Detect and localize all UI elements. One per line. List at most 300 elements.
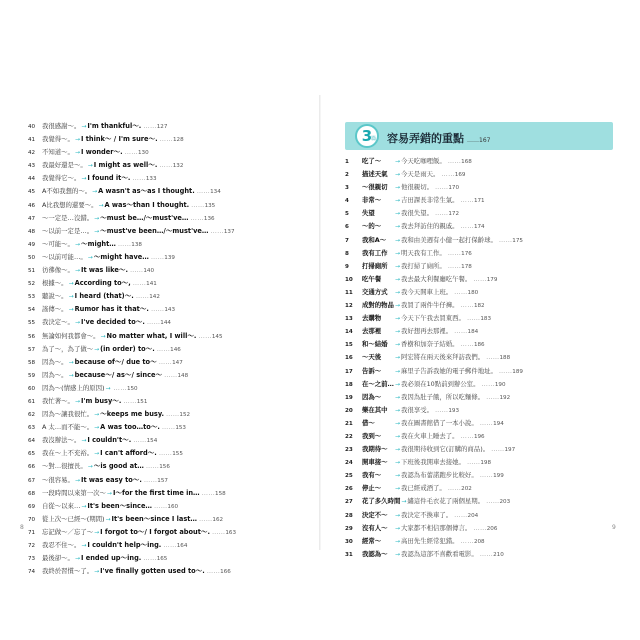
arrow-icon: → — [68, 358, 74, 366]
arrow-icon: → — [395, 393, 401, 401]
entry-number: 26 — [345, 486, 353, 493]
entry-page: 170 — [448, 185, 460, 192]
list-item — [28, 199, 308, 212]
arrow-icon: → — [395, 432, 401, 440]
leader-dots: …… — [486, 392, 500, 401]
list-item — [28, 395, 308, 408]
entry-chinese: 最後卻～。 — [42, 554, 74, 563]
entry-example: 香樹和加奈子結婚。 — [401, 340, 459, 349]
entry-topic: 借～ — [362, 418, 375, 427]
entry-number: 48 — [28, 228, 36, 235]
list-item — [28, 343, 308, 356]
leader-dots: …… — [460, 301, 474, 310]
leader-dots: …… — [498, 366, 513, 375]
entry-number: 43 — [28, 163, 36, 170]
entry-english: According to～, — [74, 279, 131, 288]
entry-example: 我已經戒酒了。 — [401, 484, 446, 493]
entry-chinese: 我覺得～。 — [42, 135, 74, 144]
list-item — [345, 168, 620, 181]
entry-chinese: ～對…很擅長。 — [42, 462, 87, 471]
entry-page: 199 — [493, 473, 504, 480]
arrow-icon: → — [395, 524, 401, 532]
entry-chinese: 不知道～。 — [42, 148, 74, 157]
list-item — [345, 247, 620, 260]
list-item — [345, 338, 620, 351]
leader-dots: …… — [479, 471, 494, 480]
entry-example: 我很享受。 — [401, 405, 433, 414]
entry-number: 64 — [28, 438, 36, 445]
entry-number: 70 — [28, 516, 36, 523]
entry-topic: 吃了～ — [362, 157, 382, 165]
left-page-list — [28, 120, 308, 578]
entry-english: I've finally gotten used to～. — [100, 567, 205, 576]
list-item — [28, 185, 308, 198]
entry-topic: 我到～ — [362, 431, 382, 440]
leader-dots: …… — [441, 170, 455, 179]
entry-number: 5 — [345, 211, 349, 218]
leader-dots: …… — [479, 549, 494, 558]
arrow-icon: → — [94, 424, 100, 432]
leader-dots: …… — [201, 488, 216, 497]
list-item — [28, 421, 308, 434]
entry-number: 61 — [28, 398, 36, 405]
leader-dots: …… — [132, 174, 146, 183]
entry-topic: 失望 — [362, 209, 375, 218]
list-item — [28, 500, 308, 513]
entry-number: 21 — [345, 420, 353, 427]
entry-chinese: ～可能～。 — [42, 239, 74, 248]
entry-example: 我決定不換車了。 — [401, 510, 453, 519]
entry-example: 我今天開車上班。 — [401, 287, 453, 296]
entry-topic: ～天後 — [362, 353, 382, 362]
entry-example: 今天下午我去買東西。 — [401, 314, 465, 323]
arrow-icon: → — [395, 275, 401, 283]
list-item — [28, 539, 308, 552]
entry-number: 24 — [345, 460, 353, 467]
leader-dots: …… — [196, 187, 211, 196]
entry-number: 40 — [28, 124, 36, 130]
leader-dots: …… — [154, 501, 168, 510]
leader-dots: …… — [434, 209, 449, 218]
entry-page: 189 — [512, 368, 523, 375]
entry-chinese: 我最好還是～。 — [42, 161, 87, 170]
entry-topic: 停止～ — [362, 484, 382, 493]
entry-example: 我去拜訪住的親戚。 — [401, 222, 459, 231]
leader-dots: …… — [491, 445, 505, 454]
arrow-icon: → — [105, 515, 111, 523]
list-item — [345, 365, 620, 378]
leader-dots: …… — [434, 183, 449, 192]
arrow-icon: → — [92, 188, 98, 196]
leader-dots: …… — [473, 274, 487, 283]
entry-page: 164 — [176, 543, 188, 549]
entry-example: 高田先生經常犯錯。 — [401, 536, 459, 545]
entry-page: 136 — [203, 215, 215, 222]
arrow-icon: → — [81, 542, 87, 549]
list-item — [28, 316, 308, 329]
entry-number: 56 — [28, 333, 36, 340]
entry-page: 182 — [473, 303, 485, 310]
entry-topic: 吃午餐 — [362, 274, 382, 283]
entry-number: 29 — [345, 525, 353, 532]
list-item — [345, 430, 620, 443]
entry-english: I～for the first time in… — [112, 488, 200, 497]
entry-number: 10 — [345, 276, 353, 283]
entry-page: 138 — [131, 241, 142, 248]
entry-topic: 和～結婚 — [362, 340, 388, 349]
entry-page: 127 — [156, 124, 168, 130]
entry-english: A was～than I thought. — [104, 200, 190, 209]
leader-dots: …… — [143, 554, 157, 563]
arrow-icon: → — [94, 450, 100, 458]
entry-page: 206 — [486, 525, 498, 532]
arrow-icon: → — [94, 411, 100, 419]
entry-number: 18 — [345, 381, 353, 388]
right-folio: 9 — [612, 524, 616, 531]
entry-english: ～must've been…/～must've… — [100, 226, 209, 235]
entry-chinese: 從上次～已經～(期間) — [42, 514, 105, 523]
entry-english: (in order) to～. — [100, 344, 155, 353]
entry-page: 196 — [473, 433, 485, 440]
leader-dots: …… — [199, 514, 213, 523]
leader-dots: …… — [460, 196, 474, 205]
entry-topic: 在～之前… — [362, 379, 394, 388]
entry-page: 194 — [493, 420, 504, 427]
list-item — [28, 447, 308, 460]
entry-page: 198 — [480, 460, 492, 467]
leader-dots: …… — [143, 122, 157, 130]
entry-chinese: A不如我想的～。 — [42, 187, 92, 196]
list-item — [28, 552, 308, 565]
entry-example: 我認為這部不喜歡看電影。 — [401, 549, 478, 558]
list-item — [345, 482, 620, 495]
leader-dots: …… — [460, 340, 474, 349]
entry-number: 8 — [345, 250, 349, 257]
entry-english: ～might… — [80, 239, 116, 248]
entry-english: It's been～since… — [87, 501, 153, 510]
entry-page: 137 — [223, 228, 235, 235]
list-item — [345, 155, 620, 168]
entry-chinese: 根據～。 — [42, 279, 68, 288]
entry-number: 19 — [345, 394, 353, 401]
arrow-icon: → — [395, 485, 401, 493]
entry-page: 145 — [211, 333, 223, 340]
entry-number: 45 — [28, 189, 36, 196]
entry-chinese: 我在～上不充裕。 — [42, 449, 94, 458]
entry-page: 130 — [137, 150, 149, 157]
leader-dots: …… — [498, 235, 513, 244]
entry-number: 68 — [28, 490, 36, 497]
entry-topic: 描述天氣 — [362, 170, 388, 179]
leader-dots: …… — [486, 353, 500, 362]
entry-topic: 我和A～ — [362, 235, 387, 244]
entry-number: 47 — [28, 215, 36, 222]
leader-dots: …… — [473, 523, 487, 532]
chapter-badge — [355, 124, 379, 148]
entry-page: 174 — [473, 224, 485, 231]
entry-example: 我好想再去那裡。 — [401, 327, 453, 336]
list-item — [345, 207, 620, 220]
entry-example: 今天吃咖哩飯。 — [401, 157, 446, 165]
arrow-icon: → — [106, 489, 112, 497]
list-item — [28, 513, 308, 526]
list-item — [28, 290, 308, 303]
chapter-title — [387, 130, 490, 146]
entry-chinese: 我決定～。 — [42, 318, 74, 327]
arrow-icon: → — [395, 210, 401, 218]
leader-dots: …… — [150, 252, 165, 261]
entry-english: I might as well～. — [93, 161, 158, 170]
entry-page: 140 — [143, 268, 155, 275]
entry-number: 71 — [28, 529, 36, 536]
entry-number: 69 — [28, 503, 36, 510]
list-item — [345, 260, 620, 273]
entry-number: 57 — [28, 346, 36, 353]
entry-topic: 開車接～ — [362, 458, 388, 467]
entry-example: 我很期待收到它(訂購的商品)。 — [401, 445, 490, 454]
chapter-title-page: ……167 — [467, 137, 491, 144]
entry-page: 132 — [172, 163, 184, 170]
entry-number: 46 — [28, 202, 36, 209]
leader-dots: …… — [146, 318, 161, 327]
list-item — [345, 234, 620, 247]
arrow-icon: → — [74, 136, 80, 144]
entry-english: ～might have… — [93, 252, 149, 261]
entry-example: 今天是雨天。 — [401, 170, 440, 179]
entry-chinese: 我很感謝～。 — [42, 122, 81, 130]
leader-dots: …… — [191, 200, 205, 209]
entry-page: 148 — [177, 372, 189, 379]
entry-number: 14 — [345, 329, 353, 336]
list-item — [28, 460, 308, 473]
leader-dots: …… — [129, 266, 144, 275]
entry-page: 180 — [467, 289, 479, 296]
entry-number: 31 — [345, 551, 353, 558]
entry-english: It was easy to～. — [80, 475, 142, 484]
entry-english: because～/ as～/ since～ — [74, 370, 163, 379]
list-item — [28, 238, 308, 251]
list-item — [28, 277, 308, 290]
leader-dots: …… — [210, 226, 224, 235]
entry-page: 197 — [504, 447, 516, 454]
entry-number: 72 — [28, 543, 36, 549]
entry-number: 55 — [28, 320, 36, 327]
entry-number: 66 — [28, 464, 36, 471]
leader-dots: …… — [460, 536, 474, 545]
entry-page: 183 — [480, 316, 492, 323]
entry-page: 166 — [220, 569, 231, 576]
entry-number: 13 — [345, 316, 353, 323]
entry-example: 阿宏將在兩天後來拜訪我們。 — [401, 353, 485, 362]
arrow-icon: → — [68, 306, 74, 314]
list-item — [28, 474, 308, 487]
arrow-icon: → — [395, 236, 401, 244]
leader-dots: …… — [434, 405, 449, 414]
entry-chinese: 為了～，為了做～ — [42, 344, 94, 353]
entry-page: 176 — [461, 250, 472, 257]
arrow-icon: → — [395, 380, 401, 388]
chapter-number: 3 — [361, 127, 373, 145]
arrow-icon: → — [74, 267, 80, 275]
entry-number: 50 — [28, 254, 36, 261]
page-gutter — [319, 95, 321, 550]
entry-number: 9 — [345, 263, 349, 270]
entry-example: 我因為肚子餓，所以吃麵條。 — [401, 392, 485, 401]
list-item — [28, 146, 308, 159]
leader-dots: …… — [206, 567, 221, 576]
entry-topic: 樂在其中 — [362, 405, 388, 414]
arrow-icon: → — [98, 201, 104, 209]
entry-example: 繡這件毛衣花了兩個星期。 — [407, 497, 485, 506]
list-item — [28, 565, 308, 578]
entry-number: 28 — [345, 512, 353, 519]
entry-chinese: ～以前一定是…。 — [42, 226, 94, 235]
list-item — [345, 443, 620, 456]
entry-topic: ～的～ — [362, 222, 382, 231]
entry-number: 3 — [345, 185, 349, 192]
entry-number: 2 — [345, 172, 349, 179]
entry-chinese: A 太…而不能～。 — [42, 423, 94, 432]
entry-number: 23 — [345, 447, 353, 454]
list-item — [28, 330, 308, 343]
entry-number: 16 — [345, 355, 353, 362]
leader-dots: …… — [117, 239, 132, 248]
arrow-icon: → — [401, 498, 407, 506]
leader-dots: …… — [190, 213, 204, 222]
entry-english: I'm busy～. — [80, 396, 122, 405]
entry-page: 179 — [486, 276, 498, 283]
entry-example: 吉田課長非常生氣。 — [401, 196, 459, 205]
entry-number: 1 — [345, 159, 349, 165]
right-page-list — [345, 155, 620, 561]
entry-topic: 告訴～ — [362, 366, 382, 375]
list-item — [28, 303, 308, 316]
entry-page: 151 — [136, 398, 148, 405]
arrow-icon: → — [395, 419, 401, 427]
entry-number: 54 — [28, 307, 36, 314]
entry-chinese: 謠傳～。 — [42, 305, 68, 314]
arrow-icon: → — [94, 227, 100, 235]
leader-dots: …… — [124, 148, 138, 157]
entry-number: 41 — [28, 137, 36, 144]
leader-dots: …… — [460, 431, 474, 440]
list-item — [28, 356, 308, 369]
list-item — [345, 312, 620, 325]
entry-page: 178 — [461, 263, 472, 270]
entry-page: 160 — [167, 503, 179, 510]
leader-dots: …… — [143, 475, 158, 484]
leader-dots: …… — [135, 292, 150, 301]
chapter-title-text: 容易弄錯的重點 — [387, 132, 464, 145]
arrow-icon: → — [395, 302, 401, 310]
entry-chinese: 我沒辦法～。 — [42, 436, 81, 445]
entry-number: 11 — [345, 289, 353, 296]
list-item — [345, 417, 620, 430]
entry-chinese: 因為～讓我很忙。 — [42, 410, 94, 419]
arrow-icon: → — [395, 406, 401, 414]
entry-chinese: 我忙著～。 — [42, 396, 74, 405]
arrow-icon: → — [74, 555, 80, 563]
entry-english: I ended up～ing. — [80, 554, 142, 563]
list-item — [28, 159, 308, 172]
entry-number: 15 — [345, 342, 353, 349]
leader-dots: …… — [159, 135, 173, 144]
list-item — [345, 495, 620, 508]
entry-english: I heard (that)～. — [74, 292, 134, 301]
entry-page: 210 — [493, 551, 504, 558]
arrow-icon: → — [81, 502, 87, 510]
entry-english: It was like～. — [80, 266, 128, 275]
entry-topic: 我認為～ — [362, 549, 388, 558]
arrow-icon: → — [395, 472, 401, 480]
entry-english: I can't afford～. — [100, 449, 157, 458]
arrow-icon: → — [395, 249, 401, 257]
entry-number: 58 — [28, 359, 36, 366]
entry-page: 146 — [170, 346, 181, 353]
list-item — [28, 526, 308, 539]
arrow-icon: → — [395, 262, 401, 270]
entry-english: A wasn't as～as I thought. — [98, 187, 195, 196]
arrow-icon: → — [395, 446, 401, 454]
arrow-icon: → — [94, 345, 100, 353]
entry-english: I've decided to～. — [80, 318, 145, 327]
leader-dots: …… — [481, 379, 495, 388]
list-item — [345, 286, 620, 299]
list-item — [28, 264, 308, 277]
leader-dots: …… — [198, 331, 212, 340]
entry-number: 42 — [28, 150, 36, 157]
arrow-icon: → — [94, 568, 100, 576]
arrow-icon: → — [68, 293, 74, 301]
arrow-icon: → — [74, 319, 80, 327]
entry-page: 134 — [210, 189, 221, 196]
entry-english: I couldn't help～ing. — [87, 541, 162, 549]
leader-dots: …… — [486, 497, 500, 506]
entry-chinese: 自從～以來… — [42, 501, 81, 510]
leader-dots: …… — [164, 370, 178, 379]
leader-dots: …… — [460, 222, 474, 231]
entry-page: 202 — [461, 486, 472, 493]
list-item — [28, 212, 308, 225]
entry-page: 133 — [145, 176, 157, 183]
entry-number: 12 — [345, 303, 353, 310]
entry-number: 63 — [28, 425, 36, 432]
entry-chinese: 因為～。 — [42, 357, 68, 366]
entry-chinese: 我終於習慣～了。 — [42, 567, 94, 576]
list-item — [345, 273, 620, 286]
list-item — [345, 548, 620, 561]
entry-topic: ～很親切 — [362, 183, 388, 192]
arrow-icon: → — [105, 384, 111, 392]
entry-english: I'm thankful～. — [87, 122, 142, 130]
entry-number: 67 — [28, 477, 36, 484]
entry-chinese: 聽說～。 — [42, 292, 68, 301]
entry-english: I found it～. — [87, 174, 131, 183]
entry-page: 143 — [164, 307, 176, 314]
entry-page: 186 — [473, 342, 485, 349]
entry-number: 27 — [345, 499, 353, 506]
list-item — [28, 382, 308, 395]
entry-number: 73 — [28, 556, 36, 563]
chapter-unit: 篇 — [371, 136, 377, 142]
leader-dots: …… — [454, 510, 468, 519]
entry-number: 60 — [28, 385, 36, 392]
entry-page: 128 — [172, 137, 184, 144]
entry-topic: 成對的物品 — [362, 301, 394, 310]
entry-english: It's been～since I last… — [111, 514, 198, 523]
entry-number: 44 — [28, 176, 36, 183]
left-folio: 8 — [20, 524, 24, 531]
